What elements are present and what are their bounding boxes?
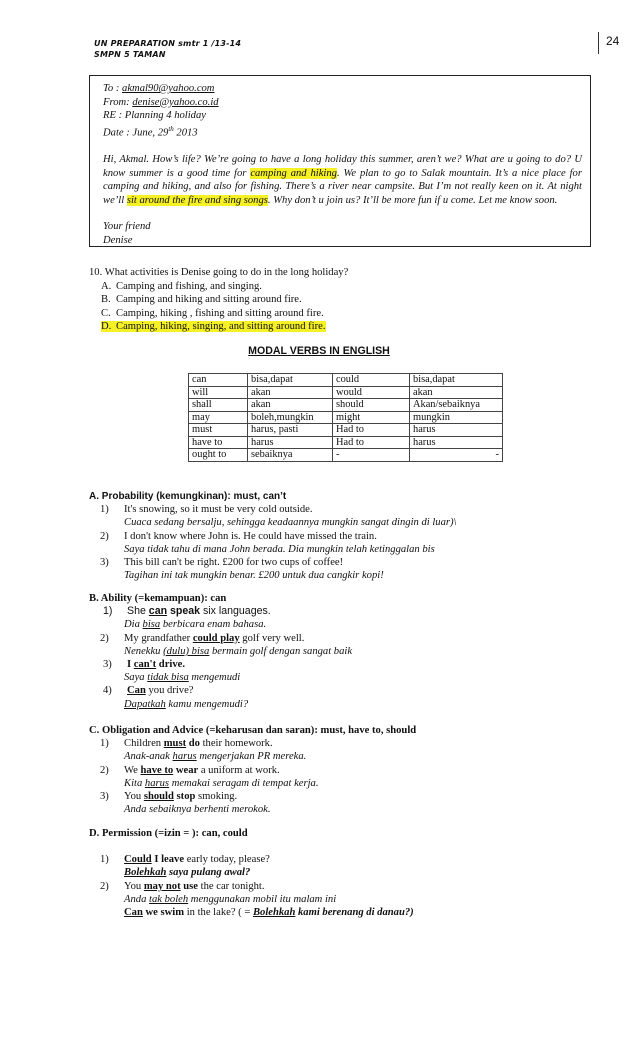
modal-table-cell: mungkin	[410, 411, 503, 424]
email-from-address[interactable]: denise@yahoo.co.id	[132, 96, 219, 108]
modal-table-cell: akan	[248, 386, 333, 399]
email-to: To : akmal90@yahoo.com	[103, 83, 215, 94]
section-b-item-4: 4) Can you drive?	[103, 685, 194, 697]
section-a-item-1: 1) It's snowing, so it must be very cold outside.	[100, 504, 313, 516]
modal-table-cell: harus	[410, 436, 503, 449]
modal-table-cell: bisa,dapat	[410, 374, 503, 387]
email-sign-off: Your friend	[103, 221, 151, 233]
section-d	[89, 827, 414, 919]
modal-table-cell: harus	[410, 424, 503, 437]
section-c-item-3: 3) You should stop smoking.	[100, 791, 238, 803]
option-c: C. Camping, hiking , fishing and sitting around fire.	[101, 307, 324, 319]
header-school: SMPN 5 TAMAN	[94, 50, 166, 59]
section-b	[89, 592, 352, 711]
page-number: 24	[598, 32, 636, 54]
header-title: UN PREPARATION smtr 1 /13-14	[94, 39, 242, 48]
option-a: A. Camping and fishing, and singing.	[101, 280, 262, 292]
section-b-item-3: 3) I can't drive.	[103, 659, 185, 671]
section-c	[89, 724, 416, 816]
section-b-item-2: 2) My grandfather could play golf very well.	[100, 632, 305, 644]
section-c-item-1-translation: Anak-anak harus mengerjakan PR mereka.	[124, 751, 307, 763]
question-10	[89, 266, 348, 334]
section-b-title: B. Ability (=kemampuan): can	[89, 593, 227, 604]
modal-table-row	[189, 436, 503, 449]
section-b-item-1: 1) She can speak six languages.	[103, 605, 271, 618]
modal-table-cell: might	[333, 411, 410, 424]
section-c-item-3-translation: Anda sebaiknya berhenti merokok.	[124, 804, 271, 816]
modal-table-row	[189, 399, 503, 412]
modal-table-cell: would	[333, 386, 410, 399]
modal-table-cell: Had to	[333, 436, 410, 449]
section-a-title: A. Probability (kemungkinan): must, can’t	[89, 491, 287, 502]
section-d-item-2-translation: Anda tak boleh menggunakan mobil itu malam ini	[124, 893, 337, 905]
modal-table-row	[189, 449, 503, 462]
section-d-item-1-translation: Bolehkah saya pulang awal?	[124, 867, 251, 879]
email-body: Hi, Akmal. How’s life? We’re going to have a long holiday this summer, aren’t we? What are u going to do? U know summer is a good time for camping and hiking. We plan to go to Salak mountain. It’s a nice place for camping and hiking, and also for fishing. There’s a river near campsite. But I’m not really keen on it. At night we’ll sit around the fire and sing songs. Why don’t u join us? It’ll be more fun if u come. Let me know soon.	[103, 153, 582, 206]
modal-table-cell: sebaiknya	[248, 449, 333, 462]
section-d-item-1: 1) Could I leave early today, please?	[100, 854, 270, 866]
email-date: Date : June, 29th 2013	[103, 124, 198, 139]
modal-table-cell: bisa,dapat	[248, 374, 333, 387]
question-text: 10. What activities is Denise going to do in the long holiday?	[89, 267, 349, 278]
modal-table-cell: can	[189, 374, 248, 387]
modal-table-row	[189, 411, 503, 424]
modal-table-cell: boleh,mungkin	[248, 411, 333, 424]
section-c-item-2-translation: Kita harus memakai seragam di tempat kerja.	[124, 777, 319, 789]
option-b: B. Camping and hiking and sitting around fire.	[101, 294, 302, 305]
email-to-address[interactable]: akmal90@yahoo.com	[122, 83, 215, 94]
section-a-item-2-translation: Saya tidak tahu di mana John berada. Dia mungkin telah ketinggalan bis	[124, 543, 435, 555]
section-b-item-1-translation: Dia bisa berbicara enam bahasa.	[124, 619, 267, 631]
modal-verbs-table	[188, 373, 503, 462]
email-subject: RE : Planning 4 holiday	[103, 110, 206, 122]
modal-table-cell: should	[333, 399, 410, 412]
email-from: From: denise@yahoo.co.id	[103, 96, 219, 108]
email-box	[89, 75, 591, 247]
page-header	[94, 38, 241, 60]
section-b-item-2-translation: Nenekku (dulu) bisa bermain golf dengan sangat baik	[124, 645, 353, 657]
modal-table-cell: harus, pasti	[248, 424, 333, 437]
modal-table-cell: will	[189, 386, 248, 399]
modal-table-cell: Had to	[333, 424, 410, 437]
modal-table-cell: harus	[248, 436, 333, 449]
modal-table-cell: -	[333, 449, 410, 462]
section-c-item-1: 1) Children must do their homework.	[100, 738, 273, 750]
section-d-title: D. Permission (=izin = ): can, could	[89, 828, 248, 839]
modal-table-cell: -	[410, 449, 503, 462]
modal-table-row	[189, 386, 503, 399]
modal-table-row	[189, 424, 503, 437]
modal-table-cell: have to	[189, 436, 248, 449]
section-c-title: C. Obligation and Advice (=keharusan dan saran): must, have to, should	[89, 725, 417, 736]
section-d-item-2: 2) You may not use the car tonight.	[100, 880, 265, 892]
modal-table-cell: akan	[410, 386, 503, 399]
modal-table-cell: could	[333, 374, 410, 387]
section-b-item-4-translation: Dapatkah kamu mengemudi?	[124, 698, 249, 710]
section-c-item-2: 2) We have to wear a uniform at work.	[100, 764, 280, 776]
email-sender: Denise	[103, 234, 133, 246]
modal-table-cell: ought to	[189, 449, 248, 462]
modal-verbs-title: MODAL VERBS IN ENGLISH	[248, 345, 390, 357]
option-d: D. Camping, hiking, singing, and sitting around fire.	[101, 321, 326, 332]
section-a-item-3: 3) This bill can't be right. £200 for two cups of coffee!	[100, 557, 344, 569]
section-a-item-2: 2) I don't know where John is. He could have missed the train.	[100, 530, 377, 542]
modal-table-cell: Akan/sebaiknya	[410, 399, 503, 412]
modal-table-cell: may	[189, 411, 248, 424]
section-a	[89, 490, 457, 582]
modal-table-cell: shall	[189, 399, 248, 412]
section-a-item-3-translation: Tagihan ini tak mungkin benar. £200 untuk dua cangkir kopi!	[124, 570, 384, 582]
highlight-camping: camping and hiking	[250, 167, 337, 179]
section-a-item-1-translation: Cuaca sedang bersalju, sehingga keadaannya mungkin sangat dingin di luar)\	[124, 517, 457, 529]
modal-table-cell: must	[189, 424, 248, 437]
section-b-item-3-translation: Saya tidak bisa mengemudi	[124, 672, 241, 684]
modal-table-cell: akan	[248, 399, 333, 412]
highlight-fire: sit around the fire and sing songs	[126, 194, 268, 206]
section-d-item-2-extra: Can we swim in the lake? ( = Bolehkah kami berenang di danau?)	[124, 907, 414, 919]
modal-table-row	[189, 374, 503, 387]
